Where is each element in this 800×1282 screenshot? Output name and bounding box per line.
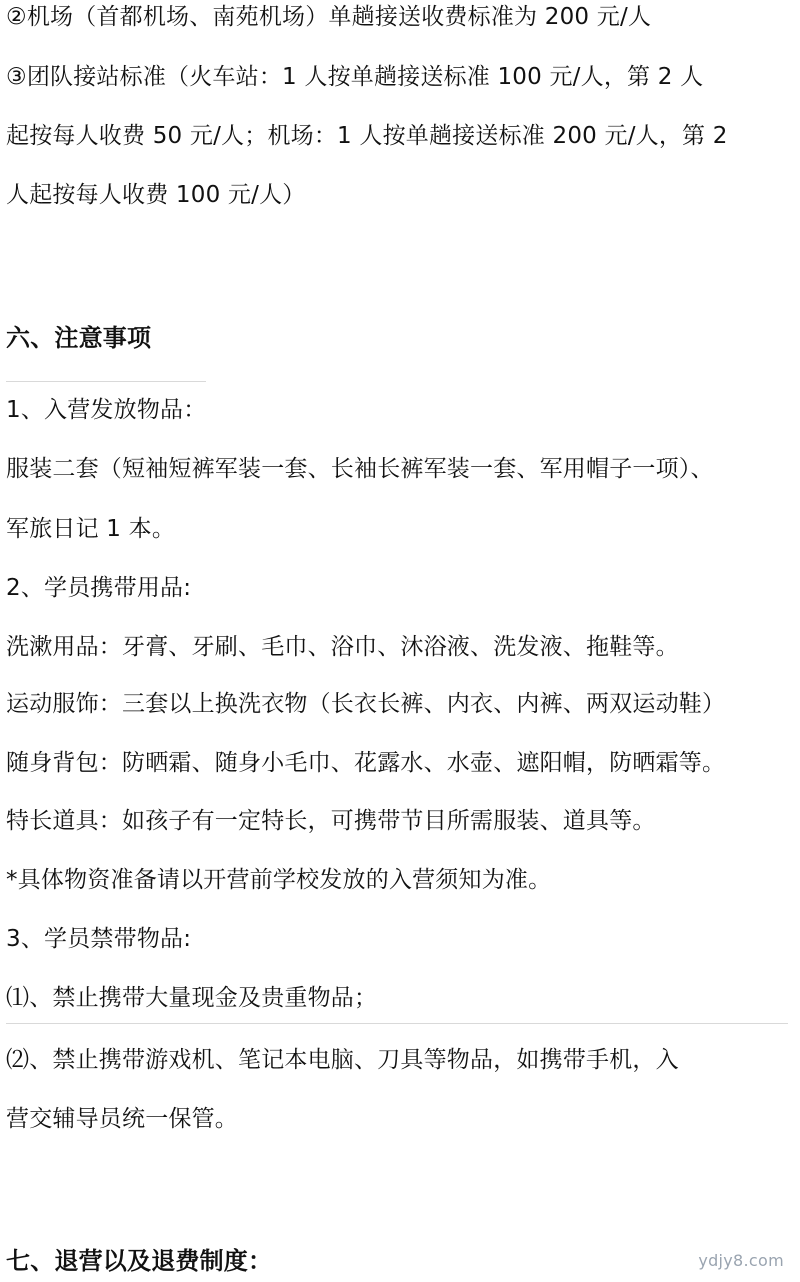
item-1-title: 1、入营发放物品： [6,397,207,423]
text-line-airport-fee: ②机场（首都机场、南苑机场）单趟接送收费标准为 200 元/人 [6,4,652,30]
item-3-line-3: 营交辅导员统一保管。 [6,1106,238,1132]
item-3-title: 3、学员禁带物品: [6,926,192,952]
item-3-line-2: ⑵、禁止携带游戏机、笔记本电脑、刀具等物品，如携带手机，入 [6,1047,679,1073]
divider-middle [6,1023,788,1024]
item-2-title: 2、学员携带用品: [6,575,192,601]
item-1-line-2: 军旅日记 1 本。 [6,516,176,542]
text-line-group-pickup-3: 人起按每人收费 100 元/人） [6,182,306,208]
section-6-heading: 六、注意事项 [6,324,152,352]
material-note: *具体物资准备请以开营前学校发放的入营须知为准。 [6,867,552,893]
item-2-line-1: 洗漱用品：牙膏、牙刷、毛巾、浴巾、沐浴液、洗发液、拖鞋等。 [6,634,679,660]
divider-top [6,381,206,382]
item-2-line-4: 特长道具：如孩子有一定特长，可携带节目所需服装、道具等。 [6,808,656,834]
item-1-line-1: 服装二套（短袖短裤军装一套、长袖长裤军装一套、军用帽子一项）、 [6,456,714,482]
item-2-line-3: 随身背包：防晒霜、随身小毛巾、花露水、水壶、遮阳帽，防晒霜等。 [6,750,726,776]
item-2-line-2: 运动服饰：三套以上换洗衣物（长衣长裤、内衣、内裤、两双运动鞋） [6,691,726,717]
site-watermark: ydjy8.com [698,1251,784,1270]
section-7-heading: 七、退营以及退费制度： [6,1247,273,1275]
text-line-group-pickup-1: ③团队接站标准（火车站：1 人按单趟接送标准 100 元/人，第 2 人 [6,64,704,90]
item-3-line-1: ⑴、禁止携带大量现金及贵重物品； [6,985,378,1011]
text-line-group-pickup-2: 起按每人收费 50 元/人；机场：1 人按单趟接送标准 200 元/人，第 2 [6,123,728,149]
